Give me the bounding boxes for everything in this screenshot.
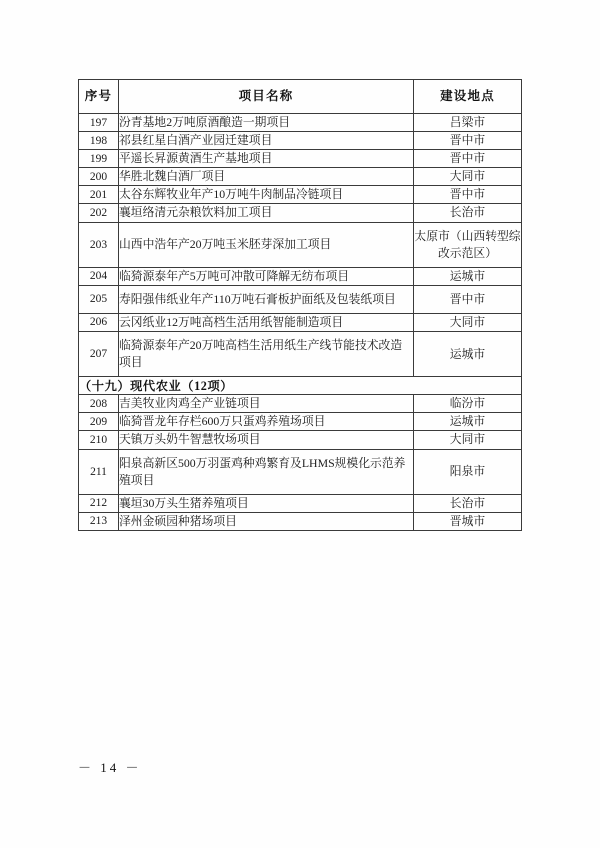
cell-project-name: 阳泉高新区500万羽蛋鸡种鸡繁育及LHMS规模化示范养殖项目 (119, 449, 414, 494)
table-row (79, 186, 522, 204)
table-row (79, 332, 522, 377)
table-row (79, 494, 522, 512)
table-row (79, 267, 522, 285)
cell-sequence-number: 203 (79, 222, 119, 267)
cell-construction-location: 大同市 (414, 168, 522, 186)
cell-project-name: 临猗源泰年产20万吨高档生活用纸生产线节能技术改造项目 (119, 332, 414, 377)
cell-sequence-number: 199 (79, 150, 119, 168)
cell-construction-location: 晋中市 (414, 186, 522, 204)
cell-project-name: 山西中浩年产20万吨玉米胚芽深加工项目 (119, 222, 414, 267)
cell-sequence-number: 200 (79, 168, 119, 186)
cell-sequence-number: 197 (79, 114, 119, 132)
cell-sequence-number: 209 (79, 413, 119, 431)
cell-sequence-number: 207 (79, 332, 119, 377)
cell-construction-location: 运城市 (414, 332, 522, 377)
table-row (79, 222, 522, 267)
cell-construction-location: 长治市 (414, 494, 522, 512)
cell-project-name: 天镇万头奶牛智慧牧场项目 (119, 431, 414, 449)
table-row (79, 114, 522, 132)
cell-construction-location: 晋中市 (414, 285, 522, 313)
table-row (79, 204, 522, 222)
cell-sequence-number: 210 (79, 431, 119, 449)
cell-project-name: 泽州金硕园种猪场项目 (119, 512, 414, 530)
cell-project-name: 太谷东辉牧业年产10万吨牛肉制品冷链项目 (119, 186, 414, 204)
cell-sequence-number: 211 (79, 449, 119, 494)
cell-sequence-number: 202 (79, 204, 119, 222)
cell-sequence-number: 213 (79, 512, 119, 530)
cell-project-name: 襄垣30万头生猪养殖项目 (119, 494, 414, 512)
cell-project-name: 临猗源泰年产5万吨可冲散可降解无纺布项目 (119, 267, 414, 285)
cell-construction-location: 吕梁市 (414, 114, 522, 132)
table-row (79, 449, 522, 494)
cell-sequence-number: 198 (79, 132, 119, 150)
column-header-seq: 序号 (79, 80, 119, 114)
page-number: － 14 － (78, 760, 142, 775)
cell-sequence-number: 201 (79, 186, 119, 204)
cell-sequence-number: 208 (79, 395, 119, 413)
cell-project-name: 汾青基地2万吨原酒酿造一期项目 (119, 114, 414, 132)
table-header (79, 80, 522, 114)
column-header-place: 建设地点 (414, 80, 522, 114)
table-row (79, 132, 522, 150)
cell-construction-location: 运城市 (414, 413, 522, 431)
cell-project-name: 祁县红星白酒产业园迁建项目 (119, 132, 414, 150)
cell-sequence-number: 206 (79, 313, 119, 331)
table-row (79, 168, 522, 186)
cell-construction-location: 运城市 (414, 267, 522, 285)
table-row (79, 431, 522, 449)
cell-construction-location: 晋中市 (414, 150, 522, 168)
cell-project-name: 襄垣络清元杂粮饮料加工项目 (119, 204, 414, 222)
cell-construction-location: 大同市 (414, 431, 522, 449)
cell-construction-location: 阳泉市 (414, 449, 522, 494)
cell-project-name: 临猗晋龙年存栏600万只蛋鸡养殖场项目 (119, 413, 414, 431)
cell-sequence-number: 212 (79, 494, 119, 512)
table-row (79, 285, 522, 313)
table-section-row (79, 377, 522, 395)
section-title: （十九）现代农业（12项） (79, 377, 522, 395)
cell-construction-location: 晋中市 (414, 132, 522, 150)
cell-construction-location: 太原市（山西转型综改示范区） (414, 222, 522, 267)
cell-project-name: 华胜北魏白酒厂项目 (119, 168, 414, 186)
cell-construction-location: 临汾市 (414, 395, 522, 413)
cell-construction-location: 晋城市 (414, 512, 522, 530)
table-header-row (79, 80, 522, 114)
table-row (79, 313, 522, 331)
column-header-name: 项目名称 (119, 80, 414, 114)
cell-project-name: 吉美牧业肉鸡全产业链项目 (119, 395, 414, 413)
cell-sequence-number: 205 (79, 285, 119, 313)
cell-project-name: 平遥长昇源黄酒生产基地项目 (119, 150, 414, 168)
table-row (79, 395, 522, 413)
table-body (79, 114, 522, 531)
cell-project-name: 云冈纸业12万吨高档生活用纸智能制造项目 (119, 313, 414, 331)
cell-project-name: 寿阳强伟纸业年产110万吨石膏板护面纸及包装纸项目 (119, 285, 414, 313)
project-table-container (78, 79, 521, 531)
project-list-table (78, 79, 522, 531)
cell-construction-location: 大同市 (414, 313, 522, 331)
table-row (79, 512, 522, 530)
cell-sequence-number: 204 (79, 267, 119, 285)
table-row (79, 150, 522, 168)
table-row (79, 413, 522, 431)
cell-construction-location: 长治市 (414, 204, 522, 222)
